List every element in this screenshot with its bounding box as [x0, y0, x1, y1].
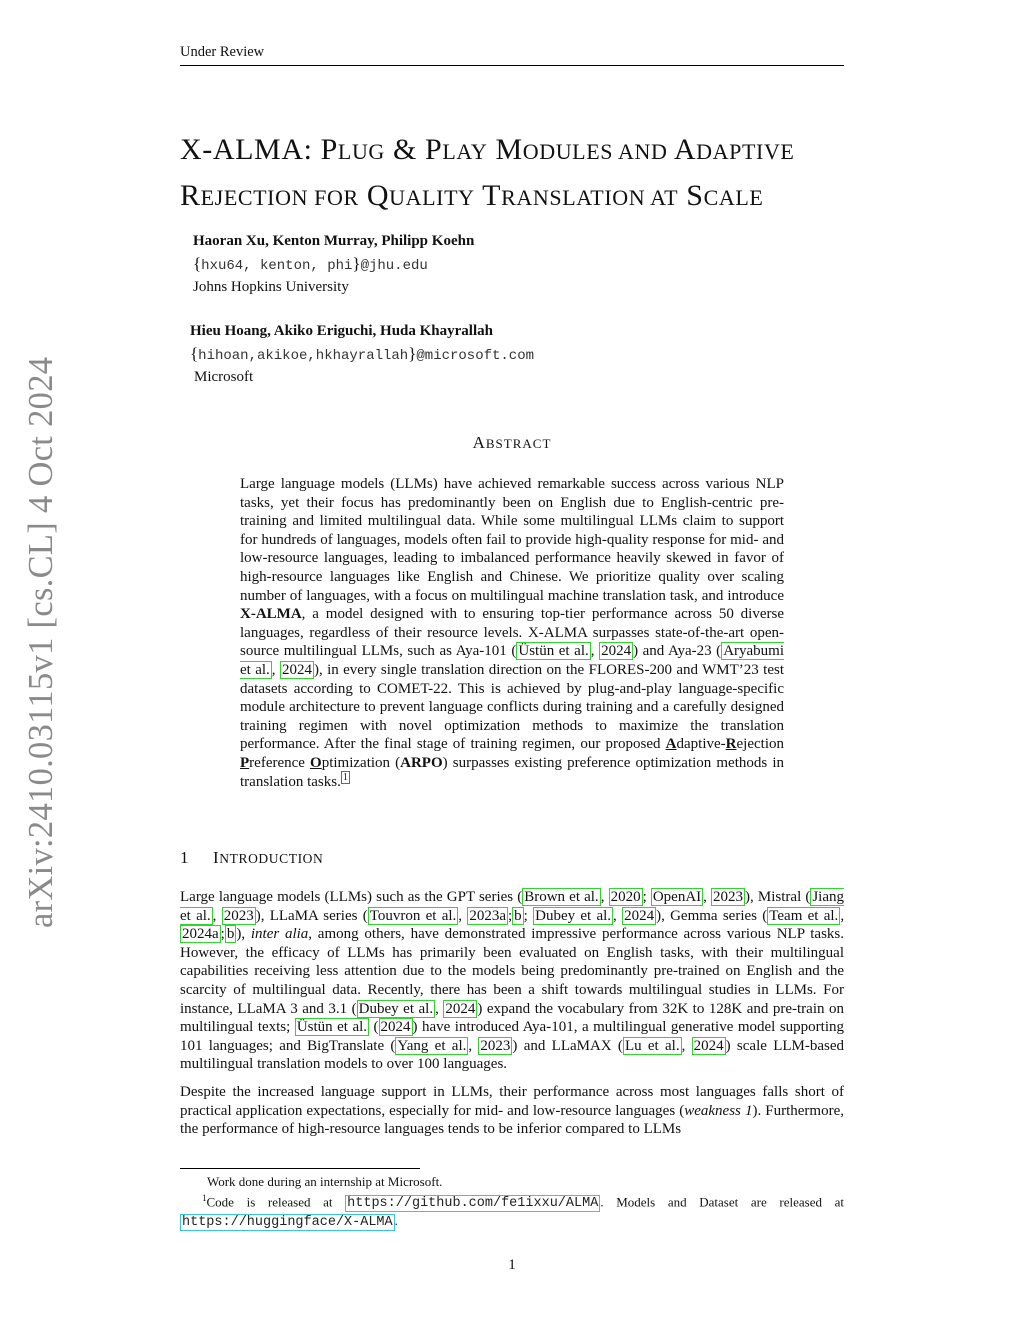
arxiv-identifier: arXiv:2410.03115v1 [cs.CL] 4 Oct 2024 [22, 356, 60, 928]
section-heading-introduction: 1 INTRODUCTION [180, 848, 324, 867]
abstract-body: Large language models (LLMs) have achieved remarkable success across various NLP tasks, yet their focus has predominantly been on English due to English-centric pre-training and limited multilingual data. While some multilingual LLMs claim to support for hundreds of languages, models often fail to provide high-quality response for mid- and low-resource languages, leading to imbalanced performance heavily skewed in favor of high-resource languages like English and Chinese. We prioritize quality over scaling number of languages, with a focus on multilingual machine translation task, and introduce X-ALMA, a model designed with to ensuring top-tier performance across 50 diverse languages, regardless of their resource levels. X-ALMA surpasses state-of-the-art open-source multilingual LLMs, such as Aya-101 ( Üstün et al. , 2024 ) and Aya-23 ( Aryabumi et al. , 2024 ), in every single translation direction on the FLORES-200 and WMT’23 test datasets according to COMET-22. This is achieved by plug-and-play language-specific module architecture to prevent language conflicts during training and a carefully designed training regimen with novel optimization methods to maximize the translation performance. After the final stage of training regimen, our proposed Adaptive-Rejection Preference Optimization (ARPO) surpasses existing preference optimization methods in translation tasks. $^1$ [240, 476, 785, 790]
citation-link[interactable]: Yang et al. [397, 1037, 467, 1054]
citation-link[interactable]: 2020 [610, 889, 641, 905]
citation-link[interactable]: Touvron et al. [369, 907, 457, 924]
citation-link[interactable]: Dubey et al. [535, 907, 612, 924]
citation-link[interactable]: 2024 [445, 1000, 476, 1017]
citation-link[interactable]: Lu et al. [624, 1037, 680, 1054]
abstract-heading: ABSTRACT [472, 433, 552, 452]
author-emails[interactable]: {hxu64, kenton, phi}@jhu.edu [193, 253, 428, 274]
citation-link[interactable]: Üstün et al. [296, 1019, 368, 1036]
citation-link[interactable]: Aryabumi et al. [240, 643, 785, 678]
citation-link[interactable]: Üstün et al. [518, 643, 589, 660]
citation-link[interactable]: 2024 [380, 1019, 411, 1036]
citation-link[interactable]: Team et al. [769, 907, 839, 924]
citation-link[interactable]: Dubey et al. [358, 1000, 434, 1017]
footnote-internship: Work done during an internship at Microsoft. [207, 1174, 443, 1189]
author-affiliation: Johns Hopkins University [193, 279, 349, 295]
paragraph: Large language models (LLMs) such as the GPT series ( Brown et al. , 2020 ; OpenAI , 2023 ), Mistral ( Jiang et al. , 2023 ), LLaMA series ( Touvron et al. , 2023a ; b ; Dubey et al. , 2024 ), Gemma series ( Team et al. , 2024a ; b ), inter alia, among others, have demonstrated impressive performance across various NLP tasks. However, the efficacy of LLMs has primarily been evaluated on English tasks, with their multilingual capabilities receiving less attention due to the models being predominantly pre-trained on English and the scarcity of multilingual data. Recently, there has been a shift towards multilingual studies in LLMs. For instance, LLaMA 3 and 3.1 ( Dubey et al. , 2024 ) expand the vocabulary from 32K to 128K and pre-train on multilingual texts; Üstün et al. ( 2024 ) have introduced Aya-101, a multilingual generative model supporting 101 languages; and BigTranslate ( Yang et al. , 2023 ) and LLaMAX ( Lu et al. , 2024 ) scale LLM-based multilingual translation models to over 100 languages. [180, 889, 845, 1073]
citation-link[interactable]: 2023 [713, 889, 744, 905]
header-rule [180, 65, 844, 66]
running-header: Under Review [180, 44, 265, 60]
citation-link[interactable]: 2023 [223, 907, 254, 924]
citation-link[interactable]: 2024 [693, 1037, 724, 1054]
github-link[interactable]: https://github.com/fe1ixxu/ALMA [347, 1196, 599, 1212]
author-block-microsoft [190, 321, 790, 389]
citation-link[interactable]: 2023 [480, 1037, 511, 1054]
author-block-jhu [193, 231, 793, 299]
citation-link[interactable]: Brown et al. [524, 889, 599, 905]
author-names: Haoran Xu, Kenton Murray, Philipp Koehn [193, 233, 475, 249]
huggingface-link[interactable]: https://huggingface/X-ALMA [182, 1215, 393, 1231]
citation-link[interactable]: 2023a [469, 907, 506, 924]
citation-link[interactable]: b [226, 926, 235, 943]
footnote-link[interactable]: 1 [342, 771, 348, 783]
citation-link[interactable]: 2024a [182, 926, 219, 943]
author-affiliation: Microsoft [194, 369, 254, 385]
page-number: 1 [508, 1257, 516, 1273]
citation-link[interactable]: b [514, 907, 522, 924]
author-emails[interactable]: {hihoan,akikoe,hkhayrallah}@microsoft.com [190, 343, 535, 364]
author-names: Hieu Hoang, Akiko Eriguchi, Huda Khayrallah [190, 323, 493, 339]
citation-link[interactable]: OpenAI [652, 889, 702, 905]
footnote-rule [180, 1168, 420, 1169]
citation-link[interactable]: 2024 [601, 643, 632, 660]
paper-title: X-ALMA: PLUG & PLAY MODULES AND ADAPTIVE REJECTION FOR QUALITY TRANSLATION AT SCALE [180, 133, 795, 212]
footnotes [180, 1173, 844, 1231]
citation-link[interactable]: 2024 [281, 661, 312, 678]
citation-link[interactable]: 2024 [624, 907, 655, 924]
paragraph: Despite the increased language support in LLMs, their performance across most languages falls short of practical application expectations, especially for mid- and low-resource languages (weakness 1). Furthermore, the performance of high-resource languages tends to be inferior compared to LLMs [180, 1083, 844, 1138]
citation-link[interactable]: Jiang et al. [180, 889, 845, 924]
footnote-code: $^1$Code is released at https://github.com/fe1ixxu/ALMA . Models and Dataset are released at https://huggingface/X-ALMA . [182, 1193, 844, 1231]
introduction-body [180, 888, 844, 1148]
